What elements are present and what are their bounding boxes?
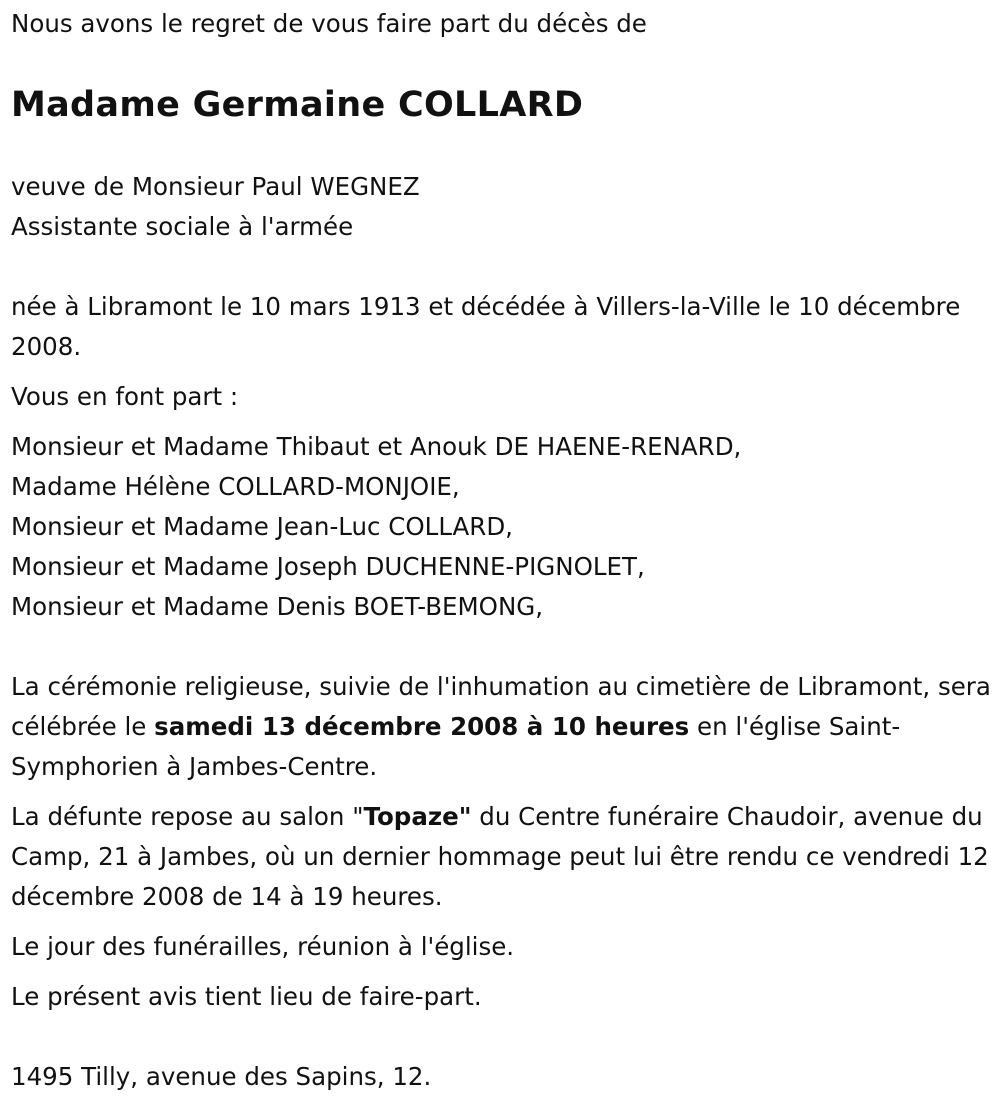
- ceremony-after: en l'église Saint-Symphorien à Jambes-Centre.: [11, 712, 901, 781]
- birth-death-text: née à Libramont le 10 mars 1913 et décédée à Villers-la-Ville le 10 décembre 2008.: [11, 292, 961, 361]
- widow-of-text: veuve de Monsieur Paul WEGNEZ: [11, 172, 420, 201]
- family-member: Monsieur et Madame Joseph DUCHENNE-PIGNOLET,: [11, 552, 645, 581]
- ceremony-before: La cérémonie religieuse, suivie de l'inhumation au cimetière de Libramont, sera célébrée le: [11, 672, 991, 741]
- occupation-text: Assistante sociale à l'armée: [11, 212, 354, 241]
- family-member: Madame Hélène COLLARD-MONJOIE,: [11, 472, 460, 501]
- ceremony-date: samedi 13 décembre 2008 à 10 heures: [154, 712, 690, 741]
- address-text: 1495 Tilly, avenue des Sapins, 12.: [11, 1062, 432, 1091]
- rest-before: La défunte repose au salon ": [11, 802, 364, 831]
- funeral-day-text: Le jour des funérailles, réunion à l'église.: [11, 932, 515, 961]
- family-list: [11, 427, 1000, 627]
- family-member: Monsieur et Madame Thibaut et Anouk DE HAENE-RENARD,: [11, 432, 742, 461]
- rest-text: [11, 797, 1000, 917]
- deceased-name: Madame Germaine COLLARD: [11, 85, 584, 125]
- salon-name: Topaze": [363, 802, 472, 831]
- family-member: Monsieur et Madame Jean-Luc COLLARD,: [11, 512, 513, 541]
- intro-text: Nous avons le regret de vous faire part du décès de: [11, 9, 647, 38]
- ceremony-text: [11, 667, 1000, 787]
- family-member: Monsieur et Madame Denis BOET-BEMONG,: [11, 592, 544, 621]
- deceased-details: [11, 167, 1000, 247]
- rest-after: du Centre funéraire Chaudoir, avenue du Camp, 21 à Jambes, où un dernier hommage peut lui être rendu ce vendredi 12 décembre 2008 de 14 à 19 heures.: [11, 802, 989, 911]
- notice-note-text: Le présent avis tient lieu de faire-part.: [11, 982, 482, 1011]
- announce-intro: Vous en font part :: [11, 382, 239, 411]
